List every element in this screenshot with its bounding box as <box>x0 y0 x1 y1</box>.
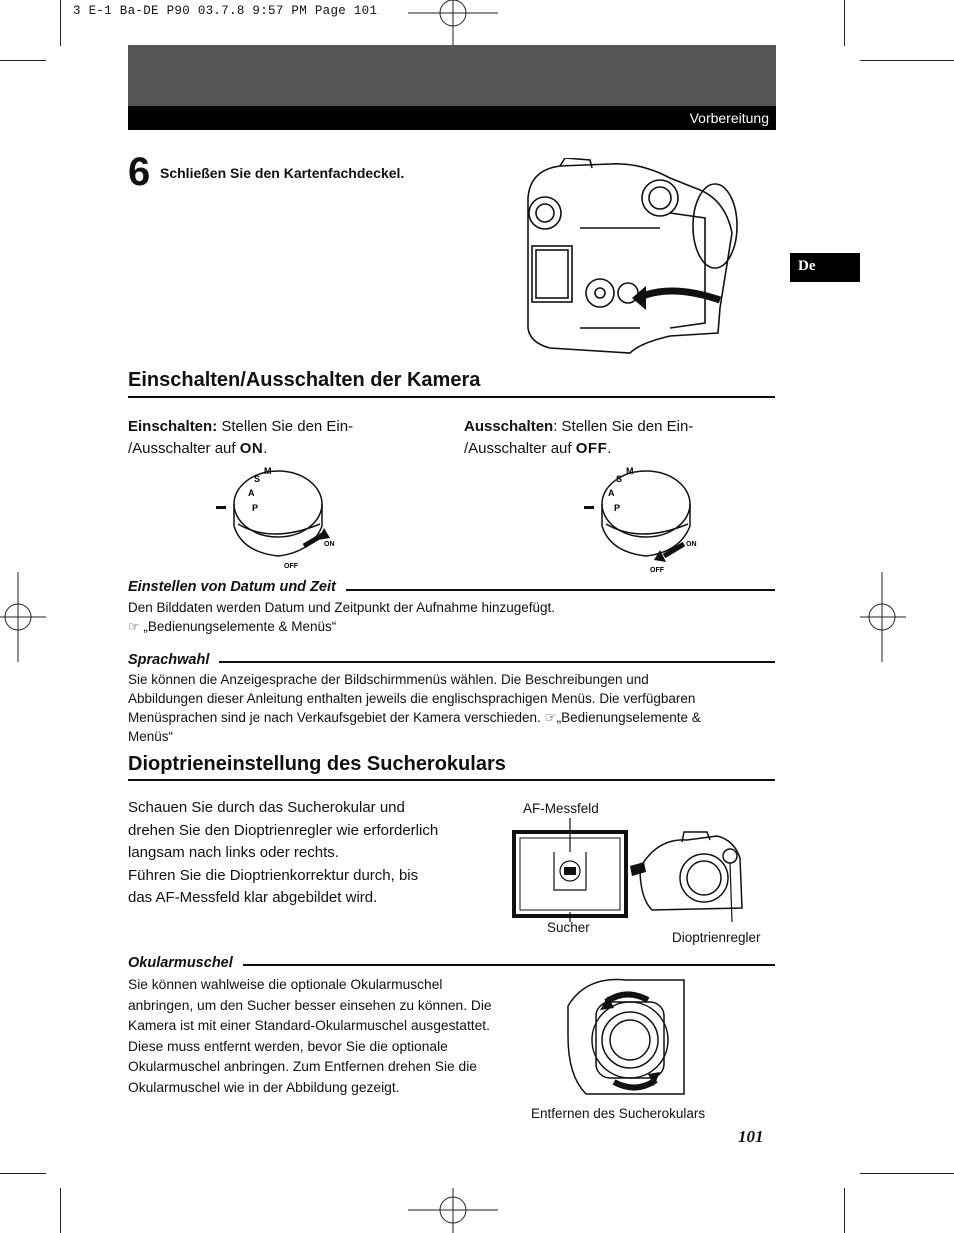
crop-mark <box>0 60 46 61</box>
dial-mode-m: M <box>626 466 634 476</box>
dial-on-mark: ON <box>686 541 697 548</box>
registration-mark-right <box>860 572 906 662</box>
language-tab <box>790 253 860 282</box>
step-number: 6 <box>128 150 151 194</box>
registration-mark-bottom <box>408 1188 498 1233</box>
section-heading-power: Einschalten/Ausschalten der Kamera <box>128 369 481 391</box>
print-slug: 3 E-1 Ba-DE P90 03.7.8 9:57 PM Page 101 <box>73 4 378 18</box>
language-line-2: Abbildungen dieser Anleitung enthalten jeweils die englischsprachigen Menüs. Die verfügbaren <box>128 691 696 706</box>
heading-rule <box>128 396 775 398</box>
section-title: Vorbereitung <box>689 110 769 126</box>
crop-mark <box>60 0 61 46</box>
diopter-line-3: langsam nach links oder rechts. <box>128 844 339 861</box>
dial-mode-s: S <box>254 474 261 484</box>
eyecup-line-3: Kamera ist mit einer Standard-Okularmuschel ausgestattet. <box>128 1018 490 1033</box>
power-off-text-2: /Ausschalter auf <box>464 440 576 457</box>
viewfinder-illustration <box>512 818 772 922</box>
power-off-text-1: : Stellen Sie den Ein- <box>553 418 694 435</box>
dial-off-mark: OFF <box>650 567 664 574</box>
step-text: Schließen Sie den Kartenfachdeckel. <box>160 165 405 181</box>
mode-dial-off-illustration <box>580 464 710 576</box>
heading-rule <box>128 779 775 781</box>
power-off-instruction: Ausschalten: Stellen Sie den Ein- /Ausschalter auf OFF. <box>464 418 694 457</box>
date-time-text: Den Bilddaten werden Datum und Zeitpunkt der Aufnahme hinzugefügt. <box>128 600 556 615</box>
language-text <box>128 670 778 746</box>
label-diopter-dial: Dioptrienregler <box>672 930 761 945</box>
eyecup-line-4: Diese muss entfernt werden, bevor Sie die optionale <box>128 1038 448 1054</box>
dial-mode-m: M <box>264 466 272 476</box>
diopter-line-1: Schauen Sie durch das Sucherokular und <box>128 799 405 816</box>
eyecup-removal-illustration <box>566 976 688 1098</box>
language-reference: „Bedienungselemente & <box>556 710 701 725</box>
dial-mode-p: P <box>614 503 621 513</box>
dial-mode-a: A <box>248 488 255 498</box>
power-on-instruction: Einschalten: Stellen Sie den Ein- /Ausschalter auf ON. <box>128 418 354 457</box>
label-finder: Sucher <box>547 920 590 935</box>
pointing-hand-icon: ☞ <box>544 710 557 725</box>
eyecup-line-2: anbringen, um den Sucher besser einsehen zu können. Die <box>128 997 492 1013</box>
crop-mark <box>860 60 954 61</box>
language-line-1: Sie können die Anzeigesprache der Bildschirmmenüs wählen. Die Beschreibungen und <box>128 672 649 687</box>
crop-mark <box>860 1173 954 1174</box>
date-time-reference <box>128 617 336 636</box>
language-line-4: Menüs“ <box>128 729 174 744</box>
section-strip <box>128 106 776 130</box>
label-af-field: AF-Messfeld <box>523 801 599 816</box>
dial-mode-a: A <box>608 488 615 498</box>
on-word: ON <box>239 440 264 457</box>
diopter-line-2: drehen Sie den Dioptrienregler wie erforderlich <box>128 821 439 839</box>
off-word: OFF <box>575 440 608 457</box>
power-on-label: Einschalten: <box>128 418 218 435</box>
power-on-text-2: /Ausschalter auf <box>128 440 240 457</box>
eyecup-line-6: Okularmuschel wie in der Abbildung gezeigt. <box>128 1079 400 1095</box>
mode-dial-on-illustration <box>212 464 342 574</box>
dial-off-mark: OFF <box>284 563 298 570</box>
power-on-text-1: Stellen Sie den Ein- <box>217 418 354 435</box>
eyecup-caption: Entfernen des Sucherokulars <box>531 1106 706 1121</box>
dial-mode-p: P <box>252 503 259 513</box>
registration-mark-left <box>0 572 46 662</box>
dial-mode-s: S <box>616 474 623 484</box>
crop-mark <box>60 1188 61 1233</box>
page-number: 101 <box>738 1127 764 1146</box>
diopter-text <box>128 797 498 910</box>
subheading-date-time: Einstellen von Datum und Zeit <box>128 579 346 595</box>
diopter-line-4: Führen Sie die Dioptrienkorrektur durch, bis <box>128 866 419 884</box>
section-heading-diopter: Dioptrieneinstellung des Sucherokulars <box>128 753 506 775</box>
subheading-eyecup: Okularmuschel <box>128 955 243 971</box>
eyecup-line-5: Okularmuschel anbringen. Zum Entfernen drehen Sie die <box>128 1059 477 1074</box>
diopter-line-5: das AF-Messfeld klar abgebildet wird. <box>128 889 378 906</box>
language-tab-label: De <box>798 258 816 274</box>
subheading-language: Sprachwahl <box>128 652 219 668</box>
reference-text: „Bedienungselemente & Menüs“ <box>143 619 337 634</box>
crop-mark <box>844 0 845 46</box>
dial-on-mark: ON <box>324 541 335 548</box>
header-bar <box>128 45 776 106</box>
crop-mark <box>844 1188 845 1233</box>
power-off-label: Ausschalten <box>464 418 554 435</box>
eyecup-text <box>128 975 528 1098</box>
pointing-hand-icon: ☞ <box>128 619 140 634</box>
language-line-3: Menüsprachen sind je nach Verkaufsgebiet der Kamera verschieden. <box>128 710 541 725</box>
eyecup-line-1: Sie können wahlweise die optionale Okularmuschel <box>128 977 443 992</box>
crop-mark <box>0 1173 46 1174</box>
subheading-rule <box>128 661 775 663</box>
registration-mark-top <box>408 0 498 46</box>
camera-card-cover-illustration <box>520 158 746 362</box>
